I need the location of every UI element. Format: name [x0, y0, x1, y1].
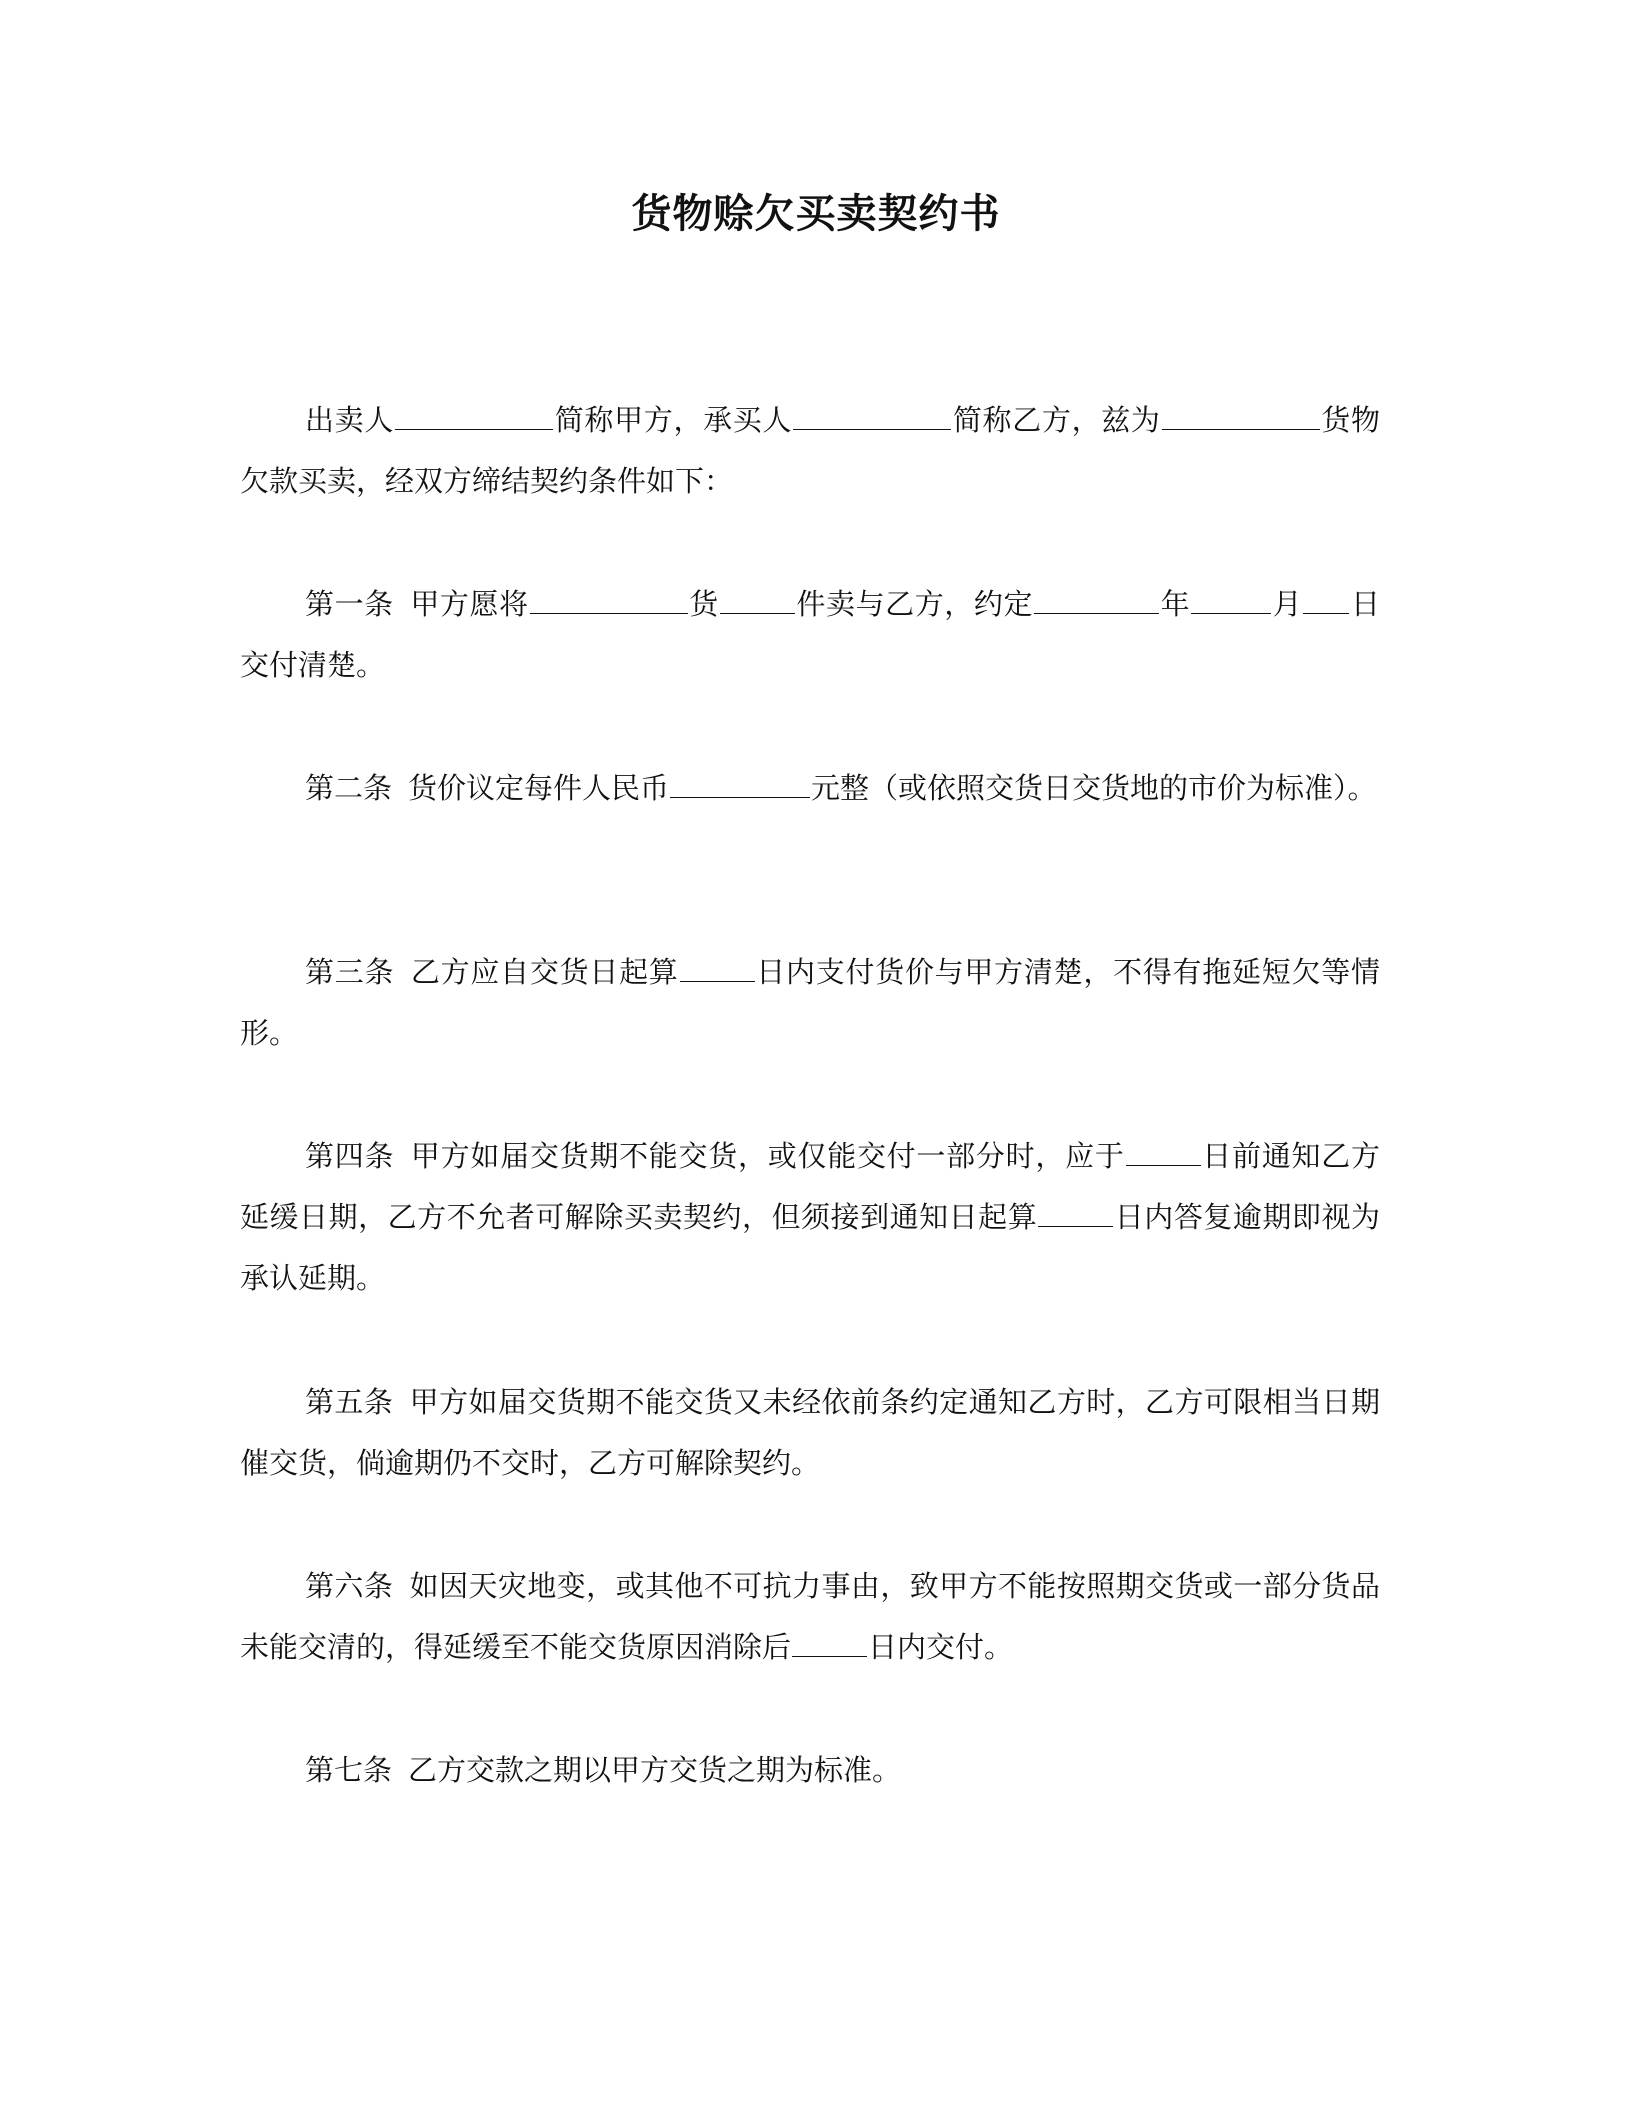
article-1-text-4: 年	[1160, 587, 1191, 621]
document-title: 货物赊欠买卖契约书	[631, 190, 1001, 237]
article-4-label: 第四条	[305, 1139, 395, 1173]
article-2-text-1: 货价议定每件人民币	[408, 771, 670, 805]
article-1	[240, 574, 1380, 696]
article-6-label: 第六条	[305, 1569, 394, 1603]
article-3-text-1: 乙方应自交货日起算	[410, 955, 679, 989]
quantity-blank	[720, 583, 795, 614]
notice-days-blank	[1126, 1135, 1201, 1166]
article-6-text-2: 日内交付。	[868, 1630, 1014, 1664]
article-6-text-1: 如因天灾地变，或其他不可抗力事由，致甲方不能按照期交货或一部分货品未能交清的，得延缓至不能交货原因消除后	[240, 1569, 1380, 1664]
reply-days-blank	[1038, 1196, 1113, 1227]
article-4	[240, 1126, 1380, 1309]
day-blank	[1303, 583, 1349, 614]
month-blank	[1191, 583, 1271, 614]
article-1-text-1: 甲方愿将	[409, 587, 529, 621]
intro-text-4: 货物欠款买卖，经双方缔结契约条件如下：	[240, 403, 1380, 498]
delay-days-blank	[792, 1626, 867, 1657]
article-4-text-2: 日前通知乙方延缓日期，乙方不允者可解除买卖契约，但须接到通知日起算	[240, 1139, 1380, 1234]
intro-text-2: 简称甲方，承买人	[554, 403, 793, 437]
article-1-label: 第一条	[305, 587, 394, 621]
article-2-text-2: 元整（或依照交货日交货地的市价为标准）。	[811, 771, 1377, 805]
article-1-text-3: 件卖与乙方，约定	[795, 587, 1034, 621]
buyer-name-blank	[793, 399, 951, 430]
article-6	[240, 1556, 1380, 1678]
article-5-text-1: 甲方如届交货期不能交货又未经依前条约定通知乙方时，乙方可限相当日期催交货，倘逾期仍不交时，乙方可解除契约。	[240, 1385, 1380, 1480]
article-3	[240, 942, 1380, 1064]
intro-paragraph	[240, 390, 1380, 512]
intro-text-1: 出卖人	[305, 403, 395, 437]
article-5-label: 第五条	[305, 1385, 394, 1419]
article-2-label: 第二条	[305, 771, 393, 805]
seller-name-blank	[395, 399, 553, 430]
article-4-text-3: 日内答复逾期即视为承认延期。	[240, 1200, 1380, 1295]
article-4-text-1: 甲方如届交货期不能交货，或仅能交付一部分时，应于	[410, 1139, 1125, 1173]
article-1-text-2: 货	[688, 587, 719, 621]
article-2	[240, 758, 1380, 819]
article-7-label: 第七条	[305, 1753, 393, 1787]
article-3-text-2: 日内支付货价与甲方清楚，不得有拖延短欠等情形。	[240, 955, 1380, 1050]
year-blank	[1034, 583, 1159, 614]
intro-text-3: 简称乙方，兹为	[952, 403, 1161, 437]
goods-name-blank	[1162, 399, 1320, 430]
article-3-label: 第三条	[305, 955, 395, 989]
goods-type-blank	[530, 583, 688, 614]
article-7-text-1: 乙方交款之期以甲方交货之期为标准。	[408, 1753, 902, 1787]
article-1-text-5: 月	[1272, 587, 1303, 621]
article-1-text-6: 日交付清楚。	[240, 587, 1380, 682]
article-7	[240, 1740, 1380, 1801]
article-5	[240, 1372, 1380, 1494]
payment-days-blank	[680, 951, 755, 982]
unit-price-blank	[670, 767, 810, 798]
